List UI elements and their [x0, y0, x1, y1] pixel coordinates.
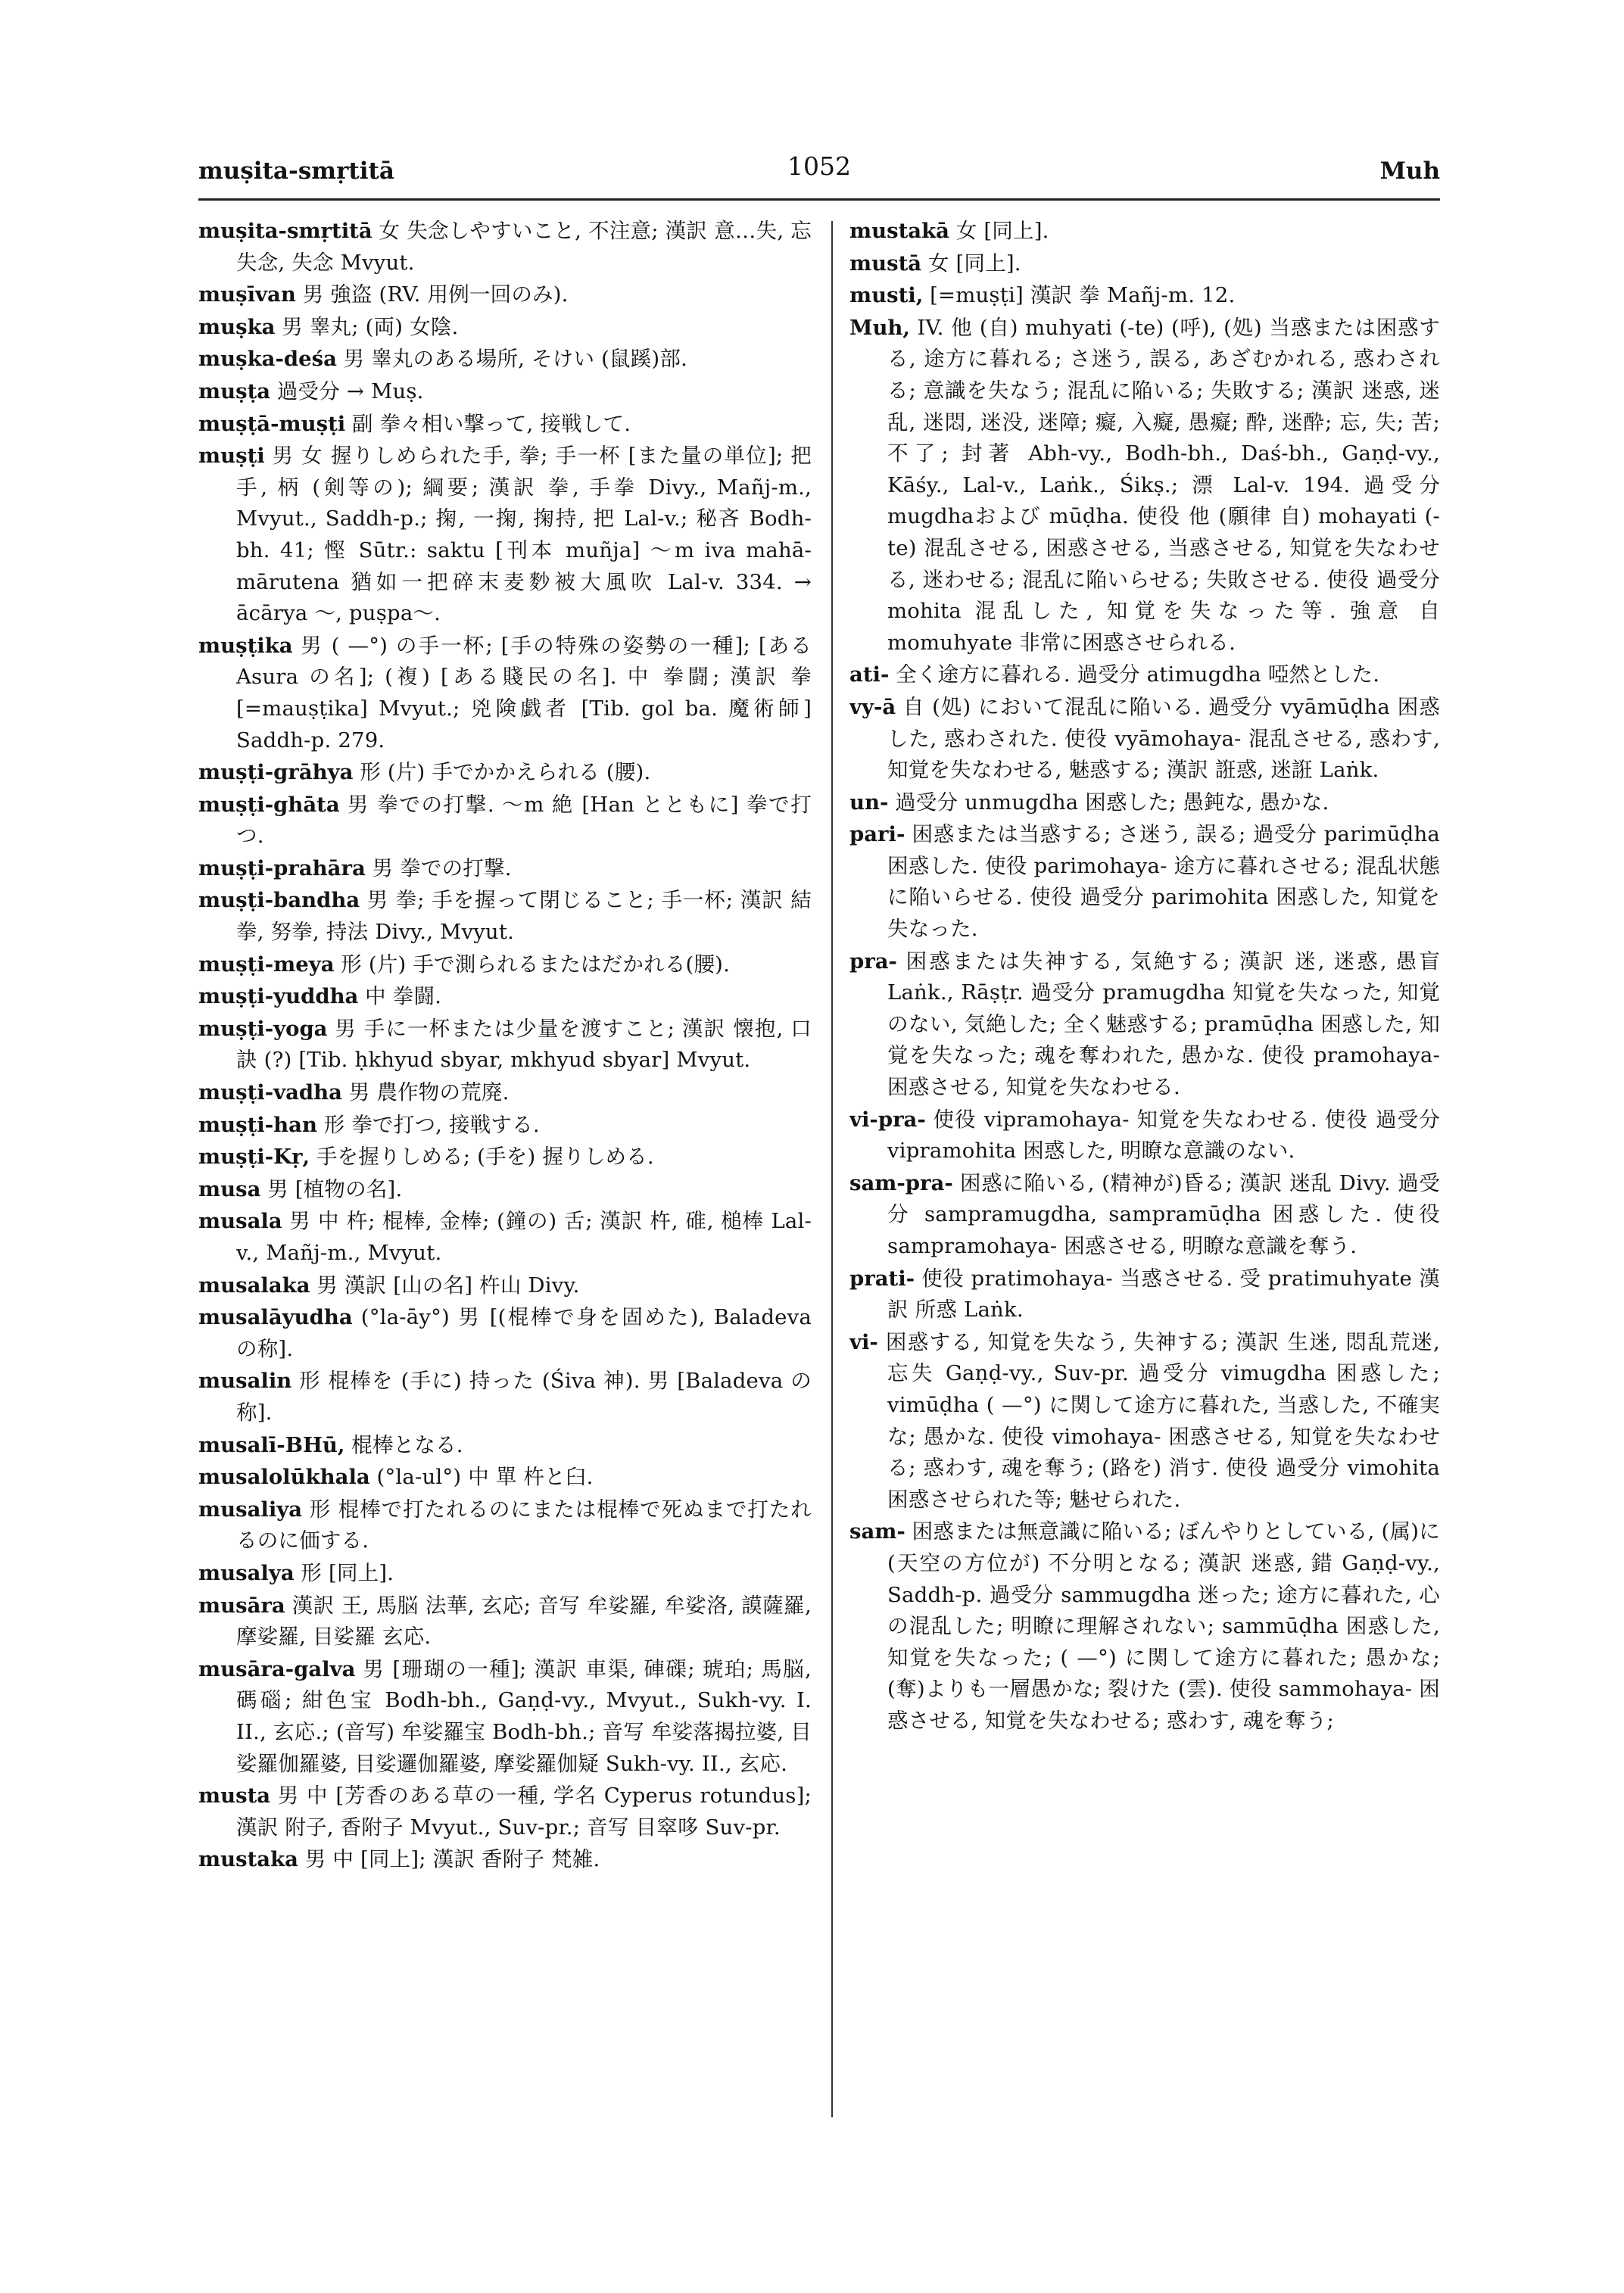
entry-headword: muṣṭi-prahāra [198, 855, 366, 880]
entry-definition: 使役 pratimohaya- 当惑させる. 受 pratimuhyate 漢訳 所惑 Laṅk. [887, 1266, 1440, 1323]
entry-headword: vi-pra- [849, 1107, 926, 1132]
entry-headword: pari- [849, 822, 906, 847]
dictionary-entry [198, 1366, 812, 1428]
entry-definition: 使役 vipramohaya- 知覚を失なわせる. 使役 過受分 vipramohita 困惑した, 明瞭な意識のない. [887, 1107, 1440, 1164]
entry-headword: musāra-galva [198, 1656, 356, 1681]
dictionary-entry [198, 1077, 812, 1109]
dictionary-entry [198, 757, 812, 789]
dictionary-entry [849, 280, 1440, 312]
dictionary-entry [198, 1206, 812, 1269]
entry-definition: IV. 他 (自) muhyati (-te) (呼), (処) 当惑または困惑する, 途方に暮れる; さ迷う, 誤る, あざむかれる, 惑わされる; 意識を失なう; 混乱に陥いる; 失敗する; 漢訳 迷惑, 迷乱, 迷悶, 迷没, 迷障; 癡, 入癡, 愚癡; 酔, 迷酔; 忘, 失; 苦; 不了; 封著 Abh-vy., Bodh-bh., Daś-bh., Gaṇḍ-vy., Kāśy., Lal-v., Laṅk., Śikṣ.; 漂 Lal-v. 194. 過受分 mugdhaおよび mūḍha. 使役 他 (願律 自) mohayati (-te) 混乱させる, 困惑させる, 当惑させる, 知覚を失なわせる, 迷わせる; 混乱に陥いらせる; 失敗させる. 使役 過受分 mohita 混乱した, 知覚を失なった等. 強意 自 momuhyate 非常に困惑させられる. [887, 315, 1440, 655]
dictionary-entry [849, 1516, 1440, 1737]
entry-definition: 男 中 [芳香のある草の一種, 学名 Cyperus rotundus]; 漢訳 附子, 香附子 Mvyut., Suv-pr.; 音写 目窣哆 Suv-pr. [236, 1784, 812, 1840]
entry-headword: sam- [849, 1519, 906, 1544]
entry-definition: 形 (片) 手でかかえられる (腰). [360, 760, 651, 785]
header-first-headword: muṣita-smṛtitā [198, 157, 394, 185]
entry-definition: 困惑する, 知覚を失なう, 失神する; 漢訳 生迷, 悶乱荒迷, 忘失 Gaṇḍ-vy., Suv-pr. 過受分 vimugdha 困惑した; vimūḍha ( —°) に関して途方に暮れた, 当惑した, 不確実な; 愚かな. 使役 vimohaya- 困惑させる, 知覚を失なわせる; 惑わす, 魂を奪う; (路を) 消す. 使役 過受分 vimohita 困惑させられた等; 魅せられた. [885, 1329, 1440, 1512]
entry-definition: 困惑または無意識に陥いる; ぼんやりとしている, (属)に(天空の方位が) 不分明となる; 漢訳 迷惑, 錯 Gaṇḍ-vy., Saddh-p. 過受分 sammugdha 迷った; 途方に暮れた, 心の混乱した; 明瞭に理解されない; sammūḍha 困惑した, 知覚を失なった; ( —°) に関して途方に暮れた; 愚かな; (奪)よりも一層愚かな; 裂けた (雲). 使役 sammohaya- 困惑させる, 知覚を失なわせる; 惑わす, 魂を奪う; [887, 1519, 1440, 1733]
dictionary-entry [198, 1558, 812, 1590]
dictionary-entry [198, 885, 812, 948]
dictionary-entry [198, 1654, 812, 1780]
entry-headword: vi- [849, 1329, 878, 1354]
dictionary-entry [198, 1462, 812, 1494]
entry-definition: 男 強盗 (RV. 用例一回のみ). [302, 282, 569, 307]
entry-definition: 男 女 握りしめられた手, 拳; 手一杯 [また量の単位]; 把手, 柄 (剣等の); 綱要; 漢訳 拳, 手拳 Divy., Mañj-m., Mvyut., Saddh-p.; 掬, 一掬, 掬持, 把 Lal-v.; 秘吝 Bodh-bh. 41; 慳 Sūtr.: saktu [刊本 muñja] ～m iva mahā-mārutena 猶如一把碎末麦麨被大風吹 Lal-v. 334. → ācārya ～, puṣpa～. [236, 444, 812, 626]
entry-headword: ati- [849, 662, 890, 687]
entry-headword: muṣṭi-ghāta [198, 792, 340, 817]
entry-headword: musalya [198, 1560, 295, 1585]
entry-definition: 困惑または当惑する; さ迷う, 誤る; 過受分 parimūḍha 困惑した. 使役 parimohaya- 途方に暮れさせる; 混乱状態に陥いらせる. 使役 過受分 parimohita 困惑した, 知覚を失なった. [887, 822, 1440, 942]
entry-headword: prati- [849, 1266, 915, 1291]
entry-definition: 過受分 unmugdha 困惑した; 愚鈍な, 愚かな. [895, 790, 1329, 815]
entry-headword: mustā [849, 251, 922, 276]
dictionary-entry [198, 344, 812, 375]
entry-headword: vy-ā [849, 694, 896, 719]
dictionary-entry [198, 949, 812, 981]
dictionary-entry [849, 787, 1440, 819]
entry-headword: musalī-BHū, [198, 1432, 345, 1457]
entry-definition: 女 失念しやすいこと, 不注意; 漢訳 意…失, 忘失念, 失念 Mvyut. [236, 219, 812, 275]
entry-definition: (°la-āy°) 男 [(棍棒で身を固めた), Baladeva の称]. [236, 1305, 812, 1361]
entry-definition: 漢訳 王, 馬脳 法華, 玄応; 音写 牟娑羅, 牟娑洛, 謨薩羅, 摩娑羅, 目娑羅 玄応. [236, 1593, 812, 1650]
dictionary-entry [198, 312, 812, 344]
entry-headword: muṣṭi-Kṛ, [198, 1145, 310, 1170]
entry-headword: musti, [849, 283, 924, 308]
dictionary-entry [849, 313, 1440, 659]
dictionary-entry [849, 692, 1440, 787]
dictionary-entry [849, 819, 1440, 945]
entry-headword: muṣṭā-muṣṭi [198, 411, 346, 436]
entry-headword: muṣīvan [198, 282, 296, 307]
dictionary-entry [849, 216, 1440, 248]
entry-headword: muṣṭi [198, 444, 265, 469]
entry-definition: 女 [同上]. [955, 219, 1049, 243]
left-column [198, 216, 812, 2123]
entry-definition: 男 手に一杯または少量を渡すこと; 漢訳 懐抱, 口訣 (?) [Tib. ḥkhyud sbyar, mkhyud sbyar] Mvyut. [236, 1016, 812, 1073]
entry-headword: un- [849, 790, 889, 815]
dictionary-entry [849, 248, 1440, 280]
entry-headword: musalin [198, 1369, 292, 1394]
entry-definition: 副 拳々相い撃って, 接戦して. [351, 411, 631, 436]
entry-headword: musalaka [198, 1273, 310, 1298]
entry-definition: 男 拳での打撃. [372, 855, 512, 880]
dictionary-entry [849, 1104, 1440, 1167]
entry-definition: 過受分 → Muṣ. [276, 379, 424, 403]
page-number: 1052 [787, 151, 851, 181]
dictionary-entry [849, 659, 1440, 691]
entry-definition: 全く途方に暮れる. 過受分 atimugdha 啞然とした. [896, 662, 1380, 687]
entry-headword: muṣṭa [198, 379, 271, 403]
dictionary-entry [198, 409, 812, 441]
entry-definition: 手を握りしめる; (手を) 握りしめる. [316, 1145, 654, 1170]
entry-headword: musalāyudha [198, 1305, 353, 1330]
entry-headword: musa [198, 1176, 261, 1201]
dictionary-entry [198, 1302, 812, 1365]
dictionary-entry [198, 279, 812, 311]
dictionary-entry [198, 1494, 812, 1557]
entry-definition: 男 睾丸; (両) 女陰. [282, 314, 459, 339]
dictionary-entry [198, 631, 812, 756]
entry-headword: muṣṭi-bandha [198, 888, 360, 913]
entry-definition: 棍棒となる. [351, 1432, 463, 1457]
entry-definition: 男 拳での打撃. ～m 絶 [Han とともに] 拳で打つ. [236, 792, 812, 849]
entry-headword: mustaka [198, 1847, 298, 1872]
dictionary-entry [198, 441, 812, 630]
header-last-headword: Muh [1379, 157, 1440, 185]
entry-definition: 男 ( —°) の手一杯; [手の特殊の姿勢の一種]; [ある Asura の名]; (複) [ある賤民の名]. 中 拳闘; 漢訳 拳 [=mauṣṭika] Mvyut.; 兇険戯者 [Tib. gol ba. 魔術師] Saddh-p. 279. [236, 633, 812, 752]
entry-definition: 男 拳; 手を握って閉じること; 手一杯; 漢訳 結拳, 努拳, 持法 Divy., Mvyut. [236, 888, 812, 945]
dictionary-entry [198, 1174, 812, 1206]
entry-definition: 形 (片) 手で測られるまたはだかれる(腰). [341, 952, 731, 977]
dictionary-entry [198, 853, 812, 885]
entry-definition: 男 中 [同上]; 漢訳 香附子 梵雑. [304, 1847, 600, 1872]
entry-headword: musāra [198, 1593, 285, 1618]
entry-definition: 男 睾丸のある場所, そけい (鼠蹊)部. [343, 347, 688, 372]
entry-headword: musala [198, 1209, 282, 1234]
entry-definition: 男 農作物の荒廃. [348, 1080, 510, 1105]
dictionary-entry [849, 1327, 1440, 1516]
entry-headword: muṣka [198, 314, 276, 339]
dictionary-entry [198, 1110, 812, 1142]
entry-definition: 形 棍棒で打たれるのにまたは棍棒で死ぬまで打たれるのに価する. [236, 1497, 812, 1553]
dictionary-entry [198, 981, 812, 1013]
dictionary-entry [849, 1168, 1440, 1263]
dictionary-entry [198, 1844, 812, 1876]
entry-headword: muṣṭi-han [198, 1112, 317, 1137]
entry-headword: mustakā [849, 219, 949, 243]
right-column [849, 216, 1440, 2123]
entry-headword: Muh, [849, 315, 911, 340]
dictionary-entry [198, 1270, 812, 1302]
dictionary-entry [198, 1430, 812, 1462]
dictionary-entry [198, 1142, 812, 1173]
dictionary-entry [849, 946, 1440, 1104]
entry-definition: 困惑または失神する, 気絶する; 漢訳 迷, 迷惑, 愚盲 Laṅk., Rāṣṭr. 過受分 pramugdha 知覚を失なった, 知覚のない, 気絶した; 全く魅惑する; pramūḍha 困惑した, 知覚を失なった; 魂を奪われた, 愚かな. 使役 pramohaya- 困惑させる, 知覚を失なわせる. [887, 949, 1440, 1100]
dictionary-entry [198, 376, 812, 408]
entry-headword: pra- [849, 949, 897, 974]
dictionary-entry [198, 1781, 812, 1843]
dictionary-entry [198, 790, 812, 852]
entry-headword: muṣṭi-meya [198, 952, 335, 977]
entry-definition: 女 [同上]. [927, 251, 1021, 276]
entry-definition: 中 拳闘. [365, 984, 442, 1009]
entry-headword: musta [198, 1784, 271, 1809]
entry-headword: muṣṭi-yuddha [198, 984, 359, 1009]
entry-definition: (°la-ul°) 中 單 杵と臼. [376, 1465, 594, 1490]
dictionary-entry [849, 1263, 1440, 1326]
dictionary-entry [198, 1590, 812, 1653]
entry-headword: musaliya [198, 1497, 303, 1522]
entry-definition: 困惑に陥いる, (精神が)昏る; 漢訳 迷乱 Divy. 過受分 sampramugdha, sampramūḍha 困惑した. 使役 sampramohaya- 困惑させる, 明瞭な意識を奪う. [887, 1170, 1440, 1258]
column-divider [831, 221, 833, 2117]
entry-headword: muṣṭika [198, 633, 293, 658]
entry-definition: 形 [同上]. [301, 1560, 394, 1585]
entry-definition: 男 漢訳 [山の名] 杵山 Divy. [316, 1273, 580, 1298]
entry-definition: 自 (処) において混乱に陥いる. 過受分 vyāmūḍha 困惑した, 惑わされた. 使役 vyāmohaya- 混乱させる, 惑わす, 知覚を失なわせる, 魅惑する; 漢訳 誑惑, 迷誑 Laṅk. [887, 694, 1440, 783]
entry-headword: muṣṭi-grāhya [198, 760, 354, 785]
entry-headword: muṣṭi-yoga [198, 1016, 328, 1041]
dictionary-entry [198, 1014, 812, 1076]
entry-definition: 形 拳で打つ, 接戦する. [323, 1112, 540, 1137]
entry-definition: 男 [植物の名]. [267, 1176, 403, 1201]
entry-definition: 男 中 杵; 棍棒, 金棒; (鐘の) 舌; 漢訳 杵, 碓, 槌棒 Lal-v., Mañj-m., Mvyut. [236, 1209, 812, 1265]
entry-headword: musalolūkhala [198, 1465, 370, 1490]
entry-headword: muṣita-smṛtitā [198, 219, 372, 243]
entry-headword: muṣka-deśa [198, 347, 337, 372]
page-header [198, 151, 1440, 189]
dictionary-entry [198, 216, 812, 279]
entry-definition: 男 [珊瑚の一種]; 漢訳 車渠, 硨磲; 琥珀; 馬脳, 碼碯; 紺色宝 Bodh-bh., Gaṇḍ-vy., Mvyut., Sukh-vy. I. II., 玄応.; (音写) 牟娑羅宝 Bodh-bh.; 音写 牟娑落揭拉婆, 目娑羅伽羅婆, 目娑邏伽羅婆, 摩娑羅伽疑 Sukh-vy. II., 玄応. [236, 1656, 812, 1776]
entry-headword: sam-pra- [849, 1170, 953, 1195]
entry-headword: muṣṭi-vadha [198, 1080, 342, 1105]
entry-definition: [=muṣṭi] 漢訳 拳 Mañj-m. 12. [930, 283, 1236, 308]
header-rule [198, 198, 1440, 201]
entry-definition: 形 棍棒を (手に) 持った (Śiva 神). 男 [Baladeva の称]. [236, 1369, 812, 1425]
